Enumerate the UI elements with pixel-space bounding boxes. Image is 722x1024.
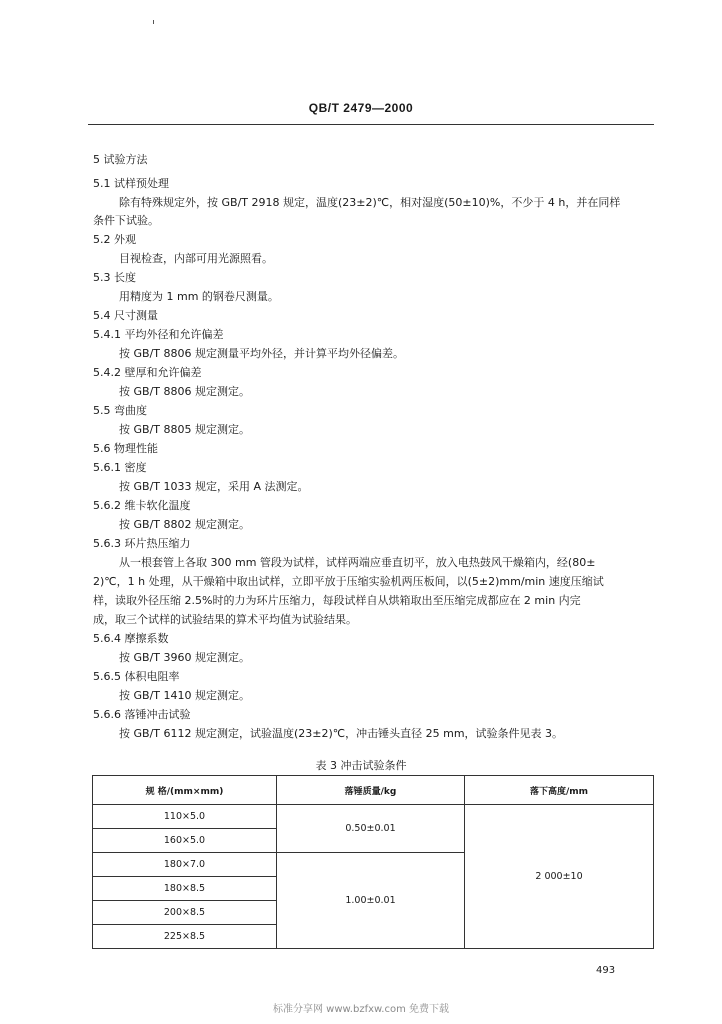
subsection-heading: 5.5 弯曲度 [93,404,147,417]
column-header-size: 规 格/(mm×mm) [93,776,277,805]
table-caption: 表 3 冲击试验条件 [315,759,407,772]
subsection-heading: 5.6.1 密度 [93,461,147,474]
subsection-heading: 5.2 外观 [93,233,136,246]
table-header-row [93,776,654,805]
paragraph-line: 按 GB/T 1033 规定，采用 A 法测定。 [119,480,309,493]
paragraph-line: 按 GB/T 6112 规定测定，试验温度(23±2)℃，冲击锤头直径 25 mm，试验条件见表 3。 [119,727,564,740]
size-cell: 200×8.5 [93,901,277,925]
paragraph-line: 按 GB/T 3960 规定测定。 [119,651,250,664]
subsection-heading: 5.4 尺寸测量 [93,309,158,322]
paragraph-line: 按 GB/T 8806 规定测量平均外径，并计算平均外径偏差。 [119,347,404,360]
column-header-mass: 落锤质量/kg [277,776,465,805]
subsection-heading: 5.6.3 环片热压缩力 [93,537,191,550]
paragraph-line: 目视检查，内部可用光源照看。 [119,252,273,265]
paragraph-line: 样，读取外径压缩 2.5%时的力为环片压缩力，每段试样自从烘箱取出至压缩完成都应在 2 min 内完 [93,594,581,607]
subsection-heading: 5.4.1 平均外径和允许偏差 [93,328,224,341]
column-header-height: 落下高度/mm [465,776,654,805]
paragraph-line: 按 GB/T 8802 规定测定。 [119,518,250,531]
header-rule [88,124,654,125]
paragraph-line: 用精度为 1 mm 的钢卷尺测量。 [119,290,279,303]
subsection-heading: 5.6.6 落锤冲击试验 [93,708,191,721]
paragraph-line: 成，取三个试样的试验结果的算术平均值为试验结果。 [93,613,357,626]
standard-code-header: QB/T 2479—2000 [308,101,414,115]
subsection-heading: 5.4.2 壁厚和允许偏差 [93,366,202,379]
impact-test-table [92,775,654,949]
scan-mark [153,20,154,24]
paragraph-line: 除有特殊规定外，按 GB/T 2918 规定，温度(23±2)℃，相对湿度(50±10)%，不少于 4 h，并在同样 [119,196,621,209]
size-cell: 160×5.0 [93,829,277,853]
paragraph-line: 按 GB/T 8805 规定测定。 [119,423,250,436]
subsection-heading: 5.6.2 维卡软化温度 [93,499,191,512]
size-cell: 180×7.0 [93,853,277,877]
mass-cell: 1.00±0.01 [277,853,465,949]
footer-watermark: 标准分享网 www.bzfxw.com 免费下载 [273,1004,449,1015]
subsection-heading: 5.3 长度 [93,271,136,284]
subsection-heading: 5.6 物理性能 [93,442,158,455]
size-cell: 180×8.5 [93,877,277,901]
paragraph-line: 2)℃，1 h 处理，从干燥箱中取出试样，立即平放于压缩实验机两压板间，以(5±2)mm/min 速度压缩试 [93,575,604,588]
subsection-heading: 5.1 试样预处理 [93,177,169,190]
mass-cell: 0.50±0.01 [277,805,465,853]
size-cell: 225×8.5 [93,925,277,949]
subsection-heading: 5.6.4 摩擦系数 [93,632,169,645]
section-heading: 5 试验方法 [93,153,148,166]
page-number: 493 [596,965,616,976]
paragraph-line: 从一根套管上各取 300 mm 管段为试样，试样两端应垂直切平，放入电热鼓风干燥箱内，经(80± [119,556,596,569]
size-cell: 110×5.0 [93,805,277,829]
paragraph-line: 条件下试验。 [93,214,159,227]
subsection-heading: 5.6.5 体积电阻率 [93,670,180,683]
table-row [93,805,654,829]
paragraph-line: 按 GB/T 8806 规定测定。 [119,385,250,398]
height-cell: 2 000±10 [465,805,654,949]
paragraph-line: 按 GB/T 1410 规定测定。 [119,689,250,702]
